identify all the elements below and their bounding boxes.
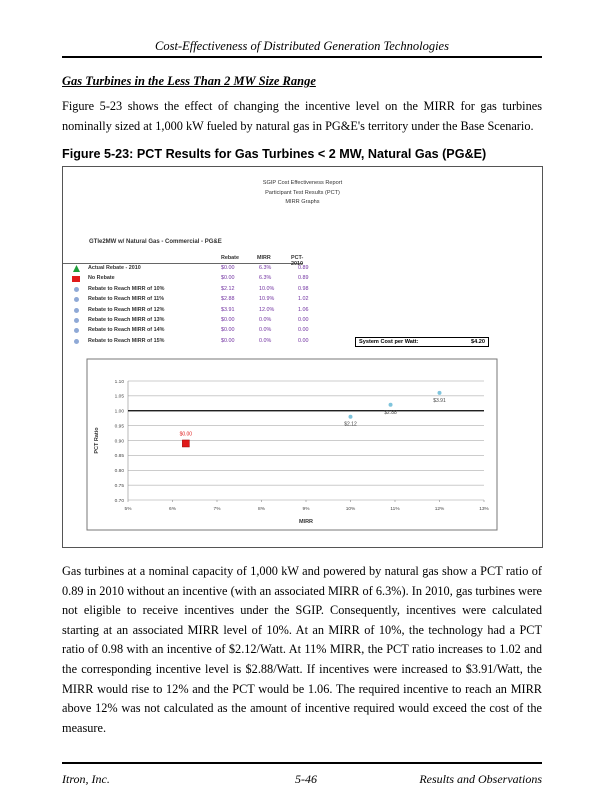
system-cost-value: $4.20 bbox=[471, 339, 485, 345]
footer-rule bbox=[62, 762, 542, 764]
rebate-value: $0.00 bbox=[221, 265, 235, 271]
pct-value: 0.00 bbox=[298, 337, 309, 344]
mirr-value: 0.0% bbox=[259, 327, 272, 334]
report-title-line: SGIP Cost Effectiveness Report bbox=[262, 180, 343, 186]
rebate-value: $0.00 bbox=[221, 327, 235, 334]
pct-value: 0.89 bbox=[298, 275, 309, 282]
y-tick-label: 0.85 bbox=[114, 454, 124, 460]
body-paragraph: Gas turbines at a nominal capacity of 1,000 kW and powered by natural gas show a PCT ratio of 0.89 in 2010 without an incentive (with an associated MIRR of 6.3%). In 2010, gas turbines were not eligible to receive incentives under the SGIP. Consequently, incentives were calculated starting at an associated MIRR level of 10%. At an MIRR of 10%, the technology had a PCT ratio of 0.98 with an incentive of $2.12/Watt. At 11% MIRR, the PCT ratio increases to 1.02 and the corresponding incentive level is $2.88/Watt. If incentives were increased to $3.91/Watt, the MIRR would rise to 12% and the PCT would be 1.06. The required incentive to reach an MIRR above 12% was not calculated as the amount of incentive required would exceed the cost of the measure. bbox=[62, 564, 542, 735]
pct-value: 1.02 bbox=[298, 296, 309, 303]
figure-caption: Figure 5-23: PCT Results for Gas Turbines < 2 MW, Natural Gas (PG&E) bbox=[62, 147, 487, 161]
mirr-value: 10.0% bbox=[259, 285, 275, 292]
x-tick-label: 9% bbox=[302, 507, 310, 512]
data-point-circle bbox=[389, 403, 393, 407]
row-label: Actual Rebate - 2010 bbox=[88, 265, 141, 271]
system-cost-label: System Cost per Watt: bbox=[359, 339, 419, 345]
pct-value: 0.00 bbox=[298, 317, 309, 323]
pct-value: 0.89 bbox=[298, 265, 309, 271]
footer-right: Results and Observations bbox=[419, 772, 542, 786]
mirr-value: 0.0% bbox=[259, 317, 272, 323]
pct-value: 0.00 bbox=[298, 327, 309, 334]
y-tick-label: 0.70 bbox=[114, 498, 124, 504]
rebate-value: $2.12 bbox=[221, 285, 235, 292]
x-tick-label: 6% bbox=[169, 507, 176, 512]
data-label: $2.88 bbox=[384, 409, 397, 416]
x-tick-label: 11% bbox=[390, 507, 400, 512]
pct-value: 0.98 bbox=[298, 285, 309, 292]
column-header: Rebate bbox=[221, 255, 239, 261]
row-label: Rebate to Reach MIRR of 14% bbox=[88, 327, 165, 334]
section-heading: Gas Turbines in the Less Than 2 MW Size Range bbox=[62, 74, 316, 88]
report-title-line: Participant Test Results (PCT) bbox=[265, 189, 340, 196]
rebate-value: $0.00 bbox=[221, 317, 235, 323]
x-tick-label: 10% bbox=[345, 507, 356, 512]
data-label: $2.12 bbox=[344, 421, 357, 428]
mirr-value: 6.3% bbox=[259, 275, 272, 282]
figure-subtitle: GTle2MW w/ Natural Gas - Commercial - PG&E bbox=[89, 239, 222, 245]
data-point-circle bbox=[438, 391, 442, 395]
x-tick-label: 7% bbox=[213, 507, 221, 512]
chart-frame bbox=[87, 359, 497, 530]
data-point-circle bbox=[349, 415, 353, 419]
y-tick-label: 1.00 bbox=[114, 409, 124, 415]
report-title-line: MIRR Graphs bbox=[285, 199, 320, 205]
rebate-value: $0.00 bbox=[221, 337, 235, 344]
data-label: $0.00 bbox=[179, 431, 193, 438]
x-tick-label: 13% bbox=[479, 507, 489, 512]
rebate-value: $3.91 bbox=[221, 306, 235, 313]
rebate-value: $0.00 bbox=[221, 275, 235, 282]
footer-left: Itron, Inc. bbox=[62, 772, 110, 786]
y-tick-label: 1.10 bbox=[114, 379, 124, 385]
row-label: Rebate to Reach MIRR of 15% bbox=[88, 337, 165, 344]
y-tick-label: 1.05 bbox=[114, 394, 124, 400]
y-tick-label: 0.75 bbox=[114, 483, 124, 489]
x-tick-label: 5% bbox=[124, 507, 132, 512]
y-tick-label: 0.80 bbox=[114, 469, 124, 475]
figure-panel bbox=[62, 166, 543, 548]
row-label: Rebate to Reach MIRR of 10% bbox=[88, 285, 165, 292]
x-tick-label: 8% bbox=[258, 507, 265, 512]
pct-mirr-chart bbox=[63, 167, 544, 549]
mirr-value: 6.3% bbox=[259, 265, 272, 271]
pct-value: 1.06 bbox=[298, 306, 309, 313]
mirr-value: 0.0% bbox=[259, 337, 272, 344]
x-axis-label: MIRR bbox=[298, 519, 314, 525]
mirr-value: 10.9% bbox=[259, 296, 275, 303]
intro-paragraph: Figure 5-23 shows the effect of changing the incentive level on the MIRR for gas turbines nominally sized at 1,000 kW fueled by natural gas in PG&E's territory under the Base Scenario. bbox=[62, 99, 542, 133]
row-label: Rebate to Reach MIRR of 13% bbox=[88, 317, 165, 323]
column-header: MIRR bbox=[257, 255, 271, 261]
mirr-value: 12.0% bbox=[259, 306, 275, 313]
row-label: Rebate to Reach MIRR of 12% bbox=[88, 306, 165, 313]
data-label: $3.91 bbox=[433, 397, 446, 404]
rebate-value: $2.88 bbox=[221, 296, 235, 303]
row-label: Rebate to Reach MIRR of 11% bbox=[88, 296, 165, 303]
running-header: Cost-Effectiveness of Distributed Generation Technologies bbox=[155, 39, 449, 53]
y-tick-label: 0.95 bbox=[114, 424, 124, 430]
row-label: No Rebate bbox=[88, 275, 115, 282]
header-rule bbox=[62, 56, 542, 58]
y-axis-label: PCT Ratio bbox=[94, 427, 100, 454]
x-tick-label: 12% bbox=[434, 507, 445, 512]
column-header: PCT-2010 bbox=[291, 255, 304, 267]
y-tick-label: 0.90 bbox=[114, 439, 124, 445]
page-number: 5-46 bbox=[295, 772, 317, 786]
data-point-square bbox=[182, 440, 189, 447]
